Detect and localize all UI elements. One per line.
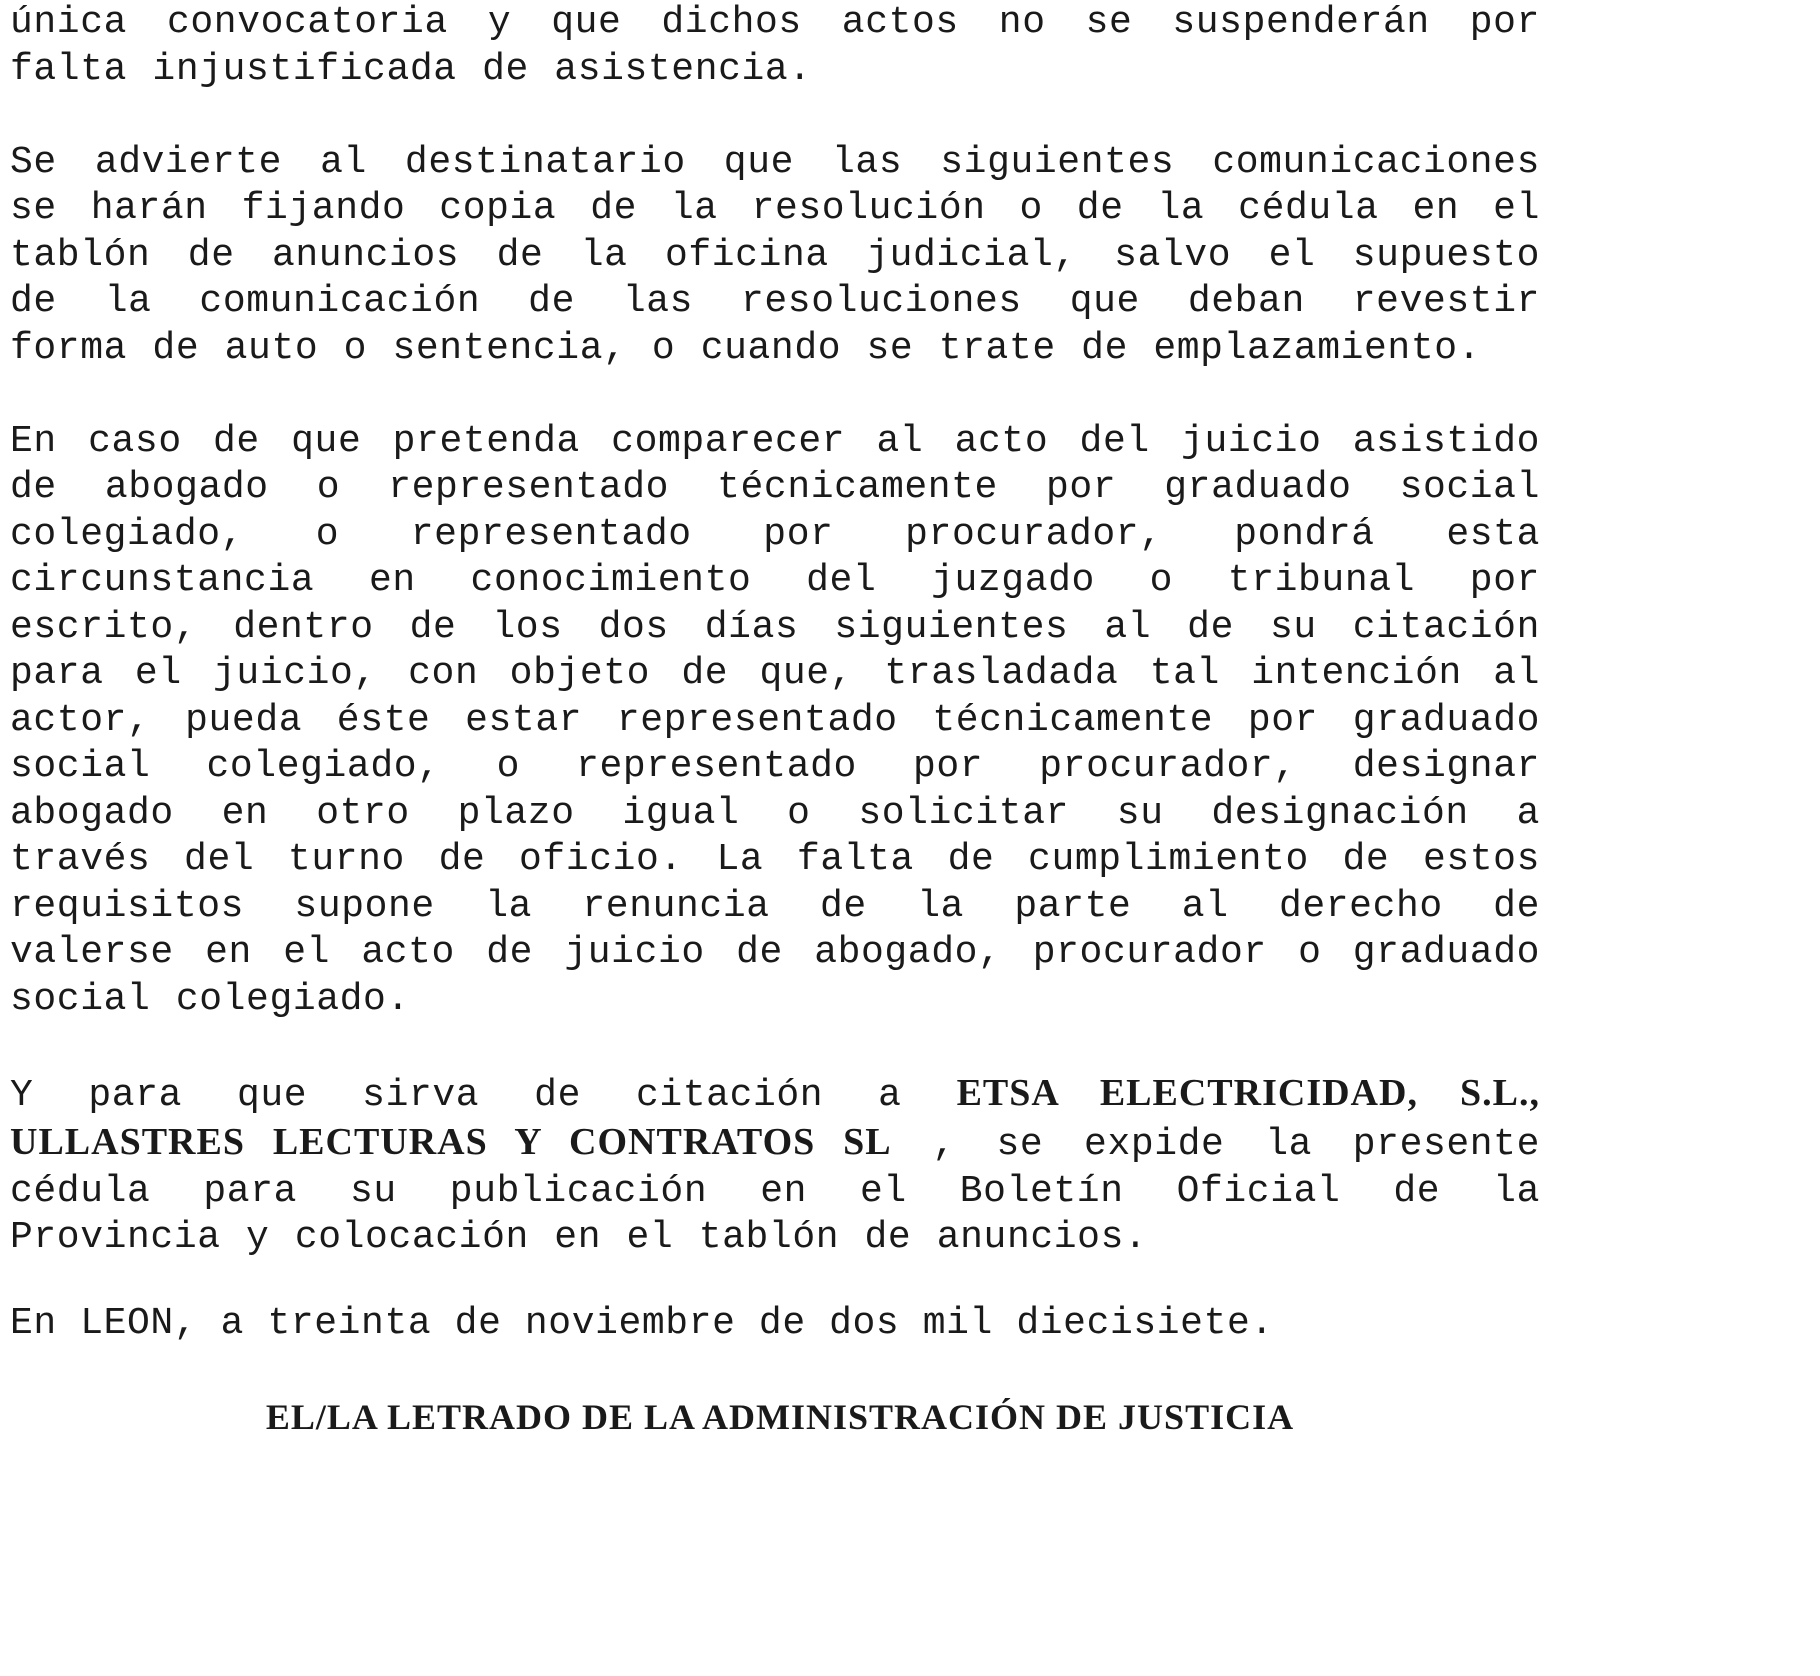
text-line: Provincia y colocación en el tablón de anuncios. (10, 1216, 1148, 1259)
citation-suffix: , se expide la presente (932, 1123, 1540, 1166)
text-line: para el juicio, con objeto de que, trasladada tal intención al (10, 652, 1540, 695)
text-line: circunstancia en conocimiento del juzgado o tribunal por (10, 559, 1540, 602)
text-line: actor, pueda éste estar representado técnicamente por graduado (10, 698, 1540, 742)
company-name-etsa: ETSA ELECTRICIDAD, S.L., (956, 1071, 1541, 1114)
citation-prefix: Y para que sirva de citación a (10, 1073, 957, 1117)
text-line: de la comunicación de las resoluciones que deban revestir (10, 280, 1540, 323)
text-line: requisitos supone la renuncia de la parte al derecho de (10, 884, 1540, 928)
text-line (10, 1070, 1540, 1120)
text-line: colegiado, o representado por procurador, pondrá esta (10, 512, 1540, 556)
signature-title: EL/LA LETRADO DE LA ADMINISTRACIÓN DE JUSTICIA (265, 1397, 1295, 1437)
text-line: social colegiado, o representado por procurador, designar (10, 745, 1540, 788)
text-line: través del turno de oficio. La falta de cumplimiento de estos (10, 838, 1540, 881)
text-line: escrito, dentro de los dos días siguientes al de su citación (10, 605, 1540, 649)
text-line: única convocatoria y que dichos actos no se suspenderán por (10, 1, 1540, 44)
paragraph-citacion (10, 1070, 1540, 1262)
text-line: En caso de que pretenda comparecer al acto del juicio asistido (10, 419, 1540, 463)
document-body (10, 0, 1540, 1308)
text-line: social colegiado. (10, 977, 410, 1021)
text-line: tablón de anuncios de la oficina judicial, salvo el supuesto (10, 233, 1540, 277)
company-name-ullastres: ULLASTRES LECTURAS Y CONTRATOS SL (10, 1121, 892, 1163)
paragraph-advertencia (10, 140, 1540, 373)
text-line: se harán fijando copia de la resolución o de la cédula en el (10, 187, 1540, 230)
text-line: forma de auto o sentencia, o cuando se trate de emplazamiento. (10, 326, 1482, 370)
text-line (10, 1119, 1540, 1169)
text-line: cédula para su publicación en el Boletín Oficial de la (10, 1169, 1540, 1213)
paragraph-representacion (10, 419, 1540, 1024)
text-line: valerse en el acto de juicio de abogado, procurador o graduado (10, 931, 1540, 974)
text-line: falta injustificada de asistencia. (10, 47, 812, 91)
text-line: Se advierte al destinatario que las siguientes comunicaciones (10, 140, 1540, 184)
paragraph-convocatoria (10, 0, 1540, 93)
place-date: En LEON, a treinta de noviembre de dos mil diecisiete. (10, 1302, 1274, 1345)
text-line: de abogado o representado técnicamente por graduado social (10, 466, 1540, 509)
text-line: abogado en otro plazo igual o solicitar su designación a (10, 791, 1540, 835)
